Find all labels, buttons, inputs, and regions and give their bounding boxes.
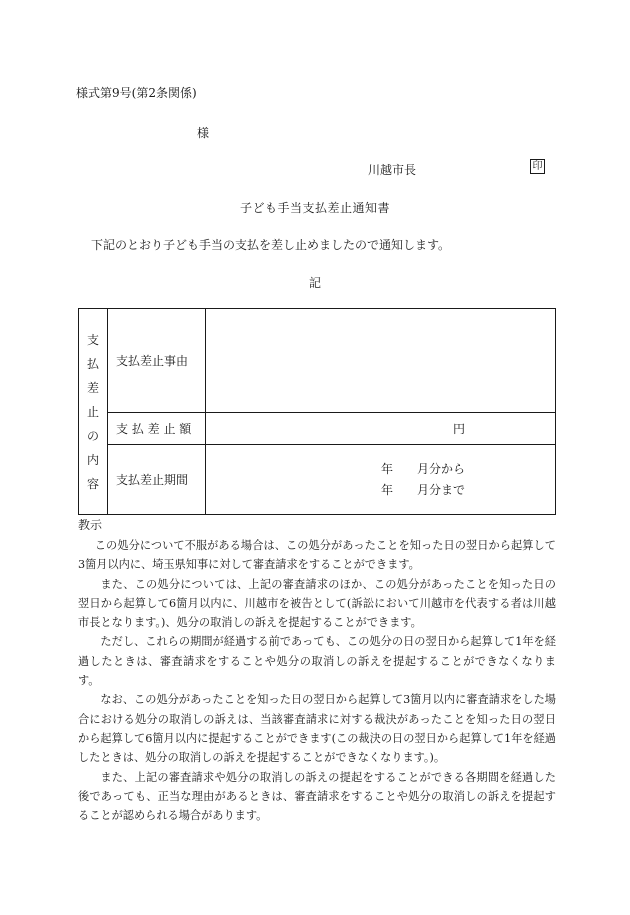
amount-value: 円 <box>206 413 556 445</box>
form-number: 様式第9号(第2条関係) <box>76 86 197 100</box>
instruction-paragraph: また、上記の審査請求や処分の取消しの訴えの提起をすることができる各期間を経過した後であっても、正当な理由があるときは、審査請求をすることや処分の取消しの訴えを提起することが認められる場合があります。 <box>78 770 556 823</box>
seal-stamp: 印 <box>530 159 545 174</box>
intro-text: 下記のとおり子ども手当の支払を差し止めましたので通知します。 <box>91 238 451 252</box>
instruction-paragraph: ただし、これらの期間が経過する前であっても、この処分の日の翌日から起算して1年を経過したときは、審査請求をすることや処分の取消しの訴えを提起することができなくなります。 <box>78 635 556 688</box>
vertical-char: 払 <box>86 356 99 371</box>
reason-value <box>206 309 556 413</box>
vertical-char: 差 <box>86 380 99 395</box>
instruction-paragraph: また、この処分については、上記の審査請求のほか、この処分があったことを知った日の翌日から起算して6箇月以内に、川越市を被告として(訴訟において川越市を代表する者は川越市長となります。)、処分の取消しの訴えを提起することができます。 <box>78 577 556 630</box>
period-to-year: 年 <box>380 482 393 497</box>
period-from <box>206 459 465 480</box>
period-from-year: 年 <box>380 461 393 476</box>
reason-label: 支払差止事由 <box>108 309 206 413</box>
vertical-char: 止 <box>86 404 99 419</box>
document-title: 子ども手当支払差止通知書 <box>239 201 390 215</box>
ki-marker: 記 <box>308 276 321 290</box>
vertical-char: 内 <box>86 452 99 467</box>
amount-label: 支 払 差 止 額 <box>108 413 206 445</box>
instruction-paragraph: この処分について不服がある場合は、この処分があったことを知った日の翌日から起算して3箇月以内に、埼玉県知事に対して審査請求をすることができます。 <box>78 539 556 572</box>
addressee-suffix: 様 <box>197 126 210 140</box>
vertical-header <box>79 309 108 515</box>
period-label: 支払差止期間 <box>108 445 206 515</box>
instructions-heading: 教示 <box>78 518 103 532</box>
amount-row <box>79 413 556 445</box>
period-to <box>206 480 465 501</box>
period-value <box>206 445 556 515</box>
instructions-body <box>78 536 556 825</box>
vertical-char: の <box>86 428 99 443</box>
period-row <box>79 445 556 515</box>
issuer-name: 川越市長 <box>368 163 417 177</box>
period-from-month: 月分から <box>416 461 465 476</box>
reason-row <box>79 309 556 413</box>
instruction-paragraph: なお、この処分があったことを知った日の翌日から起算して3箇月以内に審査請求をした場合における処分の取消しの訴えは、当該審査請求に対する裁決があったことを知った日の翌日から起算して6箇月以内に提起することができます(この裁決の日の翌日から起算して1年を経過したときは、処分の取消しの訴えを提起することができなくなります。)。 <box>78 693 556 765</box>
period-to-month: 月分まで <box>416 482 465 497</box>
vertical-char: 支 <box>86 332 99 347</box>
vertical-char: 容 <box>86 476 99 491</box>
detail-table <box>78 308 556 515</box>
